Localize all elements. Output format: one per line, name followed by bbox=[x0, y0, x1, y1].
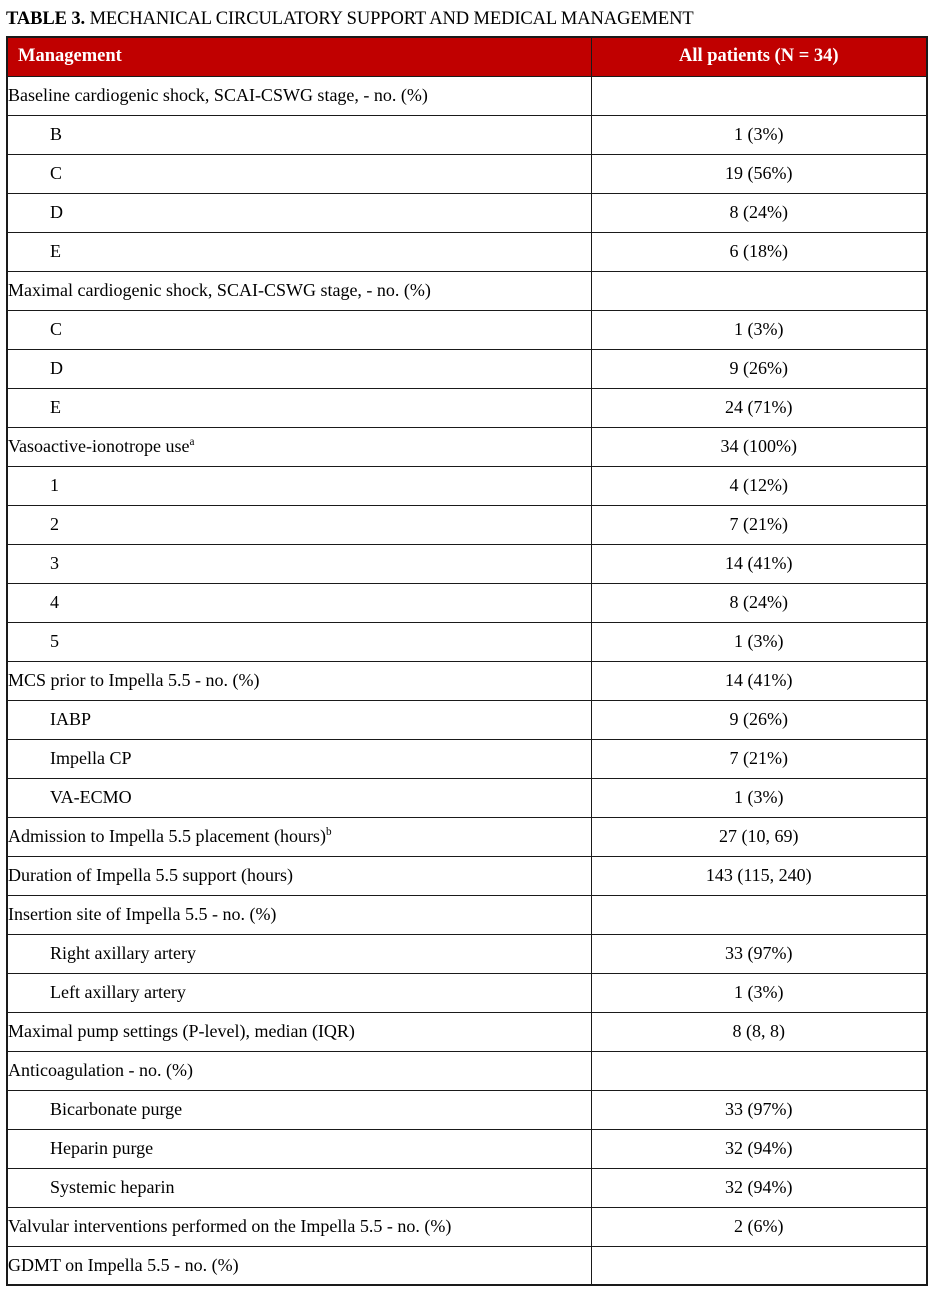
row-value: 14 (41%) bbox=[591, 661, 927, 700]
row-label-text: C bbox=[50, 319, 63, 339]
table-row bbox=[7, 778, 927, 817]
row-label-text: Heparin purge bbox=[50, 1138, 154, 1158]
row-label-text: Impella CP bbox=[50, 748, 132, 768]
row-value: 33 (97%) bbox=[591, 1090, 927, 1129]
row-label bbox=[7, 1168, 591, 1207]
row-label bbox=[7, 739, 591, 778]
table-row bbox=[7, 271, 927, 310]
table-row bbox=[7, 583, 927, 622]
row-label bbox=[7, 115, 591, 154]
table-row bbox=[7, 622, 927, 661]
row-label-text: Right axillary artery bbox=[50, 943, 196, 963]
table-row bbox=[7, 1051, 927, 1090]
row-value: 8 (24%) bbox=[591, 583, 927, 622]
row-label bbox=[7, 349, 591, 388]
footnote-marker: a bbox=[189, 436, 195, 448]
table-row bbox=[7, 427, 927, 466]
row-label bbox=[7, 76, 591, 115]
row-value: 1 (3%) bbox=[591, 778, 927, 817]
table-row bbox=[7, 895, 927, 934]
table-row bbox=[7, 1168, 927, 1207]
row-label-text: Admission to Impella 5.5 placement (hours) bbox=[8, 826, 326, 846]
row-label bbox=[7, 934, 591, 973]
row-value: 2 (6%) bbox=[591, 1207, 927, 1246]
table-row bbox=[7, 232, 927, 271]
row-value: 1 (3%) bbox=[591, 973, 927, 1012]
row-value: 14 (41%) bbox=[591, 544, 927, 583]
row-label bbox=[7, 856, 591, 895]
row-value bbox=[591, 271, 927, 310]
table-row bbox=[7, 1090, 927, 1129]
row-value: 32 (94%) bbox=[591, 1168, 927, 1207]
mechanical-circulatory-support-table bbox=[6, 36, 928, 1286]
row-label-text: 2 bbox=[50, 514, 59, 534]
table-caption-text: MECHANICAL CIRCULATORY SUPPORT AND MEDICAL MANAGEMENT bbox=[85, 9, 694, 29]
row-label-text: Left axillary artery bbox=[50, 982, 186, 1002]
table-row bbox=[7, 817, 927, 856]
row-label bbox=[7, 544, 591, 583]
row-value: 143 (115, 240) bbox=[591, 856, 927, 895]
row-label bbox=[7, 661, 591, 700]
column-header-all-patients: All patients (N = 34) bbox=[591, 37, 927, 76]
table-row bbox=[7, 1246, 927, 1285]
table-row bbox=[7, 661, 927, 700]
row-label-text: Maximal pump settings (P-level), median (IQR) bbox=[8, 1021, 355, 1041]
row-value: 1 (3%) bbox=[591, 622, 927, 661]
row-label bbox=[7, 1129, 591, 1168]
table-caption-label: TABLE 3. bbox=[6, 9, 86, 29]
row-label bbox=[7, 895, 591, 934]
table-row bbox=[7, 388, 927, 427]
row-label-text: D bbox=[50, 358, 63, 378]
table-row bbox=[7, 505, 927, 544]
row-label-text: C bbox=[50, 163, 63, 183]
row-label bbox=[7, 622, 591, 661]
table-row bbox=[7, 76, 927, 115]
row-value: 6 (18%) bbox=[591, 232, 927, 271]
row-label-text: Vasoactive-ionotrope use bbox=[8, 436, 190, 456]
table-header-row bbox=[7, 37, 927, 76]
row-value: 27 (10, 69) bbox=[591, 817, 927, 856]
row-label-text: Valvular interventions performed on the Impella 5.5 - no. (%) bbox=[8, 1216, 452, 1236]
table-row bbox=[7, 544, 927, 583]
row-label-text: Baseline cardiogenic shock, SCAI-CSWG stage, - no. (%) bbox=[8, 85, 428, 105]
row-label-text: Maximal cardiogenic shock, SCAI-CSWG stage, - no. (%) bbox=[8, 280, 431, 300]
table-row bbox=[7, 1012, 927, 1051]
row-label-text: E bbox=[50, 241, 61, 261]
row-label bbox=[7, 1090, 591, 1129]
row-value: 4 (12%) bbox=[591, 466, 927, 505]
row-value: 7 (21%) bbox=[591, 739, 927, 778]
row-label-text: Anticoagulation - no. (%) bbox=[8, 1060, 193, 1080]
row-value: 19 (56%) bbox=[591, 154, 927, 193]
row-label-text: Systemic heparin bbox=[50, 1177, 175, 1197]
row-label-text: Bicarbonate purge bbox=[50, 1099, 183, 1119]
table-body bbox=[7, 76, 927, 1285]
row-label-text: Insertion site of Impella 5.5 - no. (%) bbox=[8, 904, 277, 924]
row-value bbox=[591, 895, 927, 934]
row-label bbox=[7, 388, 591, 427]
row-label bbox=[7, 700, 591, 739]
row-label bbox=[7, 232, 591, 271]
column-header-management: Management bbox=[7, 37, 591, 76]
row-label-text: D bbox=[50, 202, 63, 222]
row-label bbox=[7, 466, 591, 505]
row-label-text: 4 bbox=[50, 592, 59, 612]
row-value: 9 (26%) bbox=[591, 349, 927, 388]
row-value: 9 (26%) bbox=[591, 700, 927, 739]
row-value: 32 (94%) bbox=[591, 1129, 927, 1168]
table-row bbox=[7, 700, 927, 739]
row-value: 24 (71%) bbox=[591, 388, 927, 427]
table-header bbox=[7, 37, 927, 76]
table-row bbox=[7, 115, 927, 154]
row-value bbox=[591, 1051, 927, 1090]
row-label bbox=[7, 778, 591, 817]
table-row bbox=[7, 739, 927, 778]
row-label bbox=[7, 427, 591, 466]
row-label bbox=[7, 1051, 591, 1090]
table-row bbox=[7, 466, 927, 505]
table-row bbox=[7, 349, 927, 388]
row-value: 8 (8, 8) bbox=[591, 1012, 927, 1051]
row-label-text: B bbox=[50, 124, 63, 144]
row-label bbox=[7, 271, 591, 310]
row-value: 34 (100%) bbox=[591, 427, 927, 466]
row-label-text: E bbox=[50, 397, 61, 417]
row-label-text: MCS prior to Impella 5.5 - no. (%) bbox=[8, 670, 260, 690]
row-label bbox=[7, 1246, 591, 1285]
row-label bbox=[7, 817, 591, 856]
row-value: 33 (97%) bbox=[591, 934, 927, 973]
row-label-text: GDMT on Impella 5.5 - no. (%) bbox=[8, 1254, 239, 1275]
row-label-text: 1 bbox=[50, 475, 59, 495]
row-value bbox=[591, 1246, 927, 1285]
table-row bbox=[7, 1129, 927, 1168]
row-label bbox=[7, 310, 591, 349]
footnote-marker: b bbox=[325, 826, 332, 838]
row-label bbox=[7, 505, 591, 544]
table-row bbox=[7, 310, 927, 349]
row-label-text: VA-ECMO bbox=[50, 787, 132, 807]
row-value bbox=[591, 76, 927, 115]
row-label-text: IABP bbox=[50, 709, 92, 729]
row-label bbox=[7, 1012, 591, 1051]
row-label-text: 5 bbox=[50, 631, 59, 651]
table-row bbox=[7, 856, 927, 895]
row-label-text: Duration of Impella 5.5 support (hours) bbox=[8, 865, 293, 885]
row-label bbox=[7, 583, 591, 622]
table-caption bbox=[0, 0, 932, 36]
table-row bbox=[7, 154, 927, 193]
row-label-text: 3 bbox=[50, 553, 59, 573]
row-label bbox=[7, 154, 591, 193]
table-row bbox=[7, 1207, 927, 1246]
row-value: 1 (3%) bbox=[591, 310, 927, 349]
table-row bbox=[7, 973, 927, 1012]
row-label bbox=[7, 193, 591, 232]
row-value: 7 (21%) bbox=[591, 505, 927, 544]
row-label bbox=[7, 1207, 591, 1246]
row-value: 1 (3%) bbox=[591, 115, 927, 154]
row-value: 8 (24%) bbox=[591, 193, 927, 232]
table-row bbox=[7, 193, 927, 232]
row-label bbox=[7, 973, 591, 1012]
table-row bbox=[7, 934, 927, 973]
